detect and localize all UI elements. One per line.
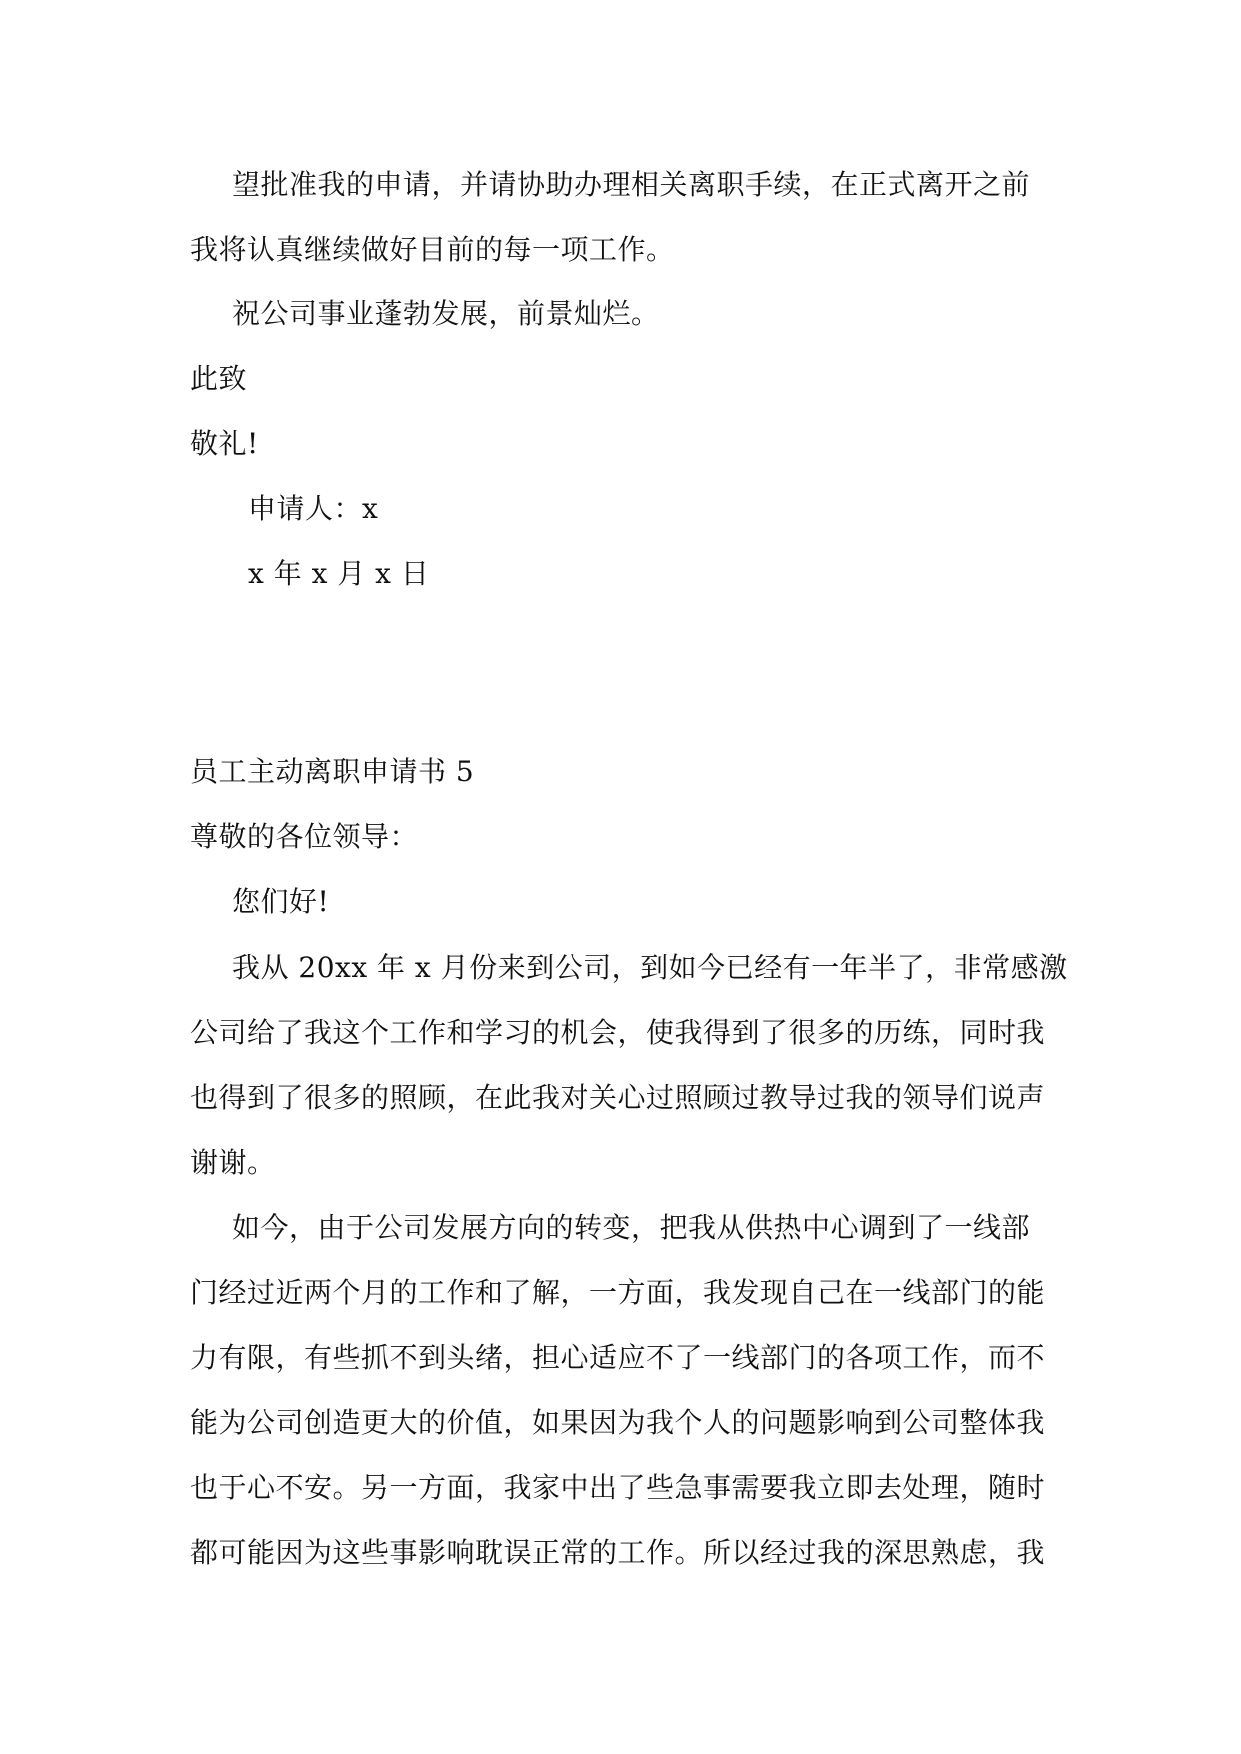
paragraph-line: 祝公司事业蓬勃发展，前景灿烂。 bbox=[232, 297, 660, 330]
section-title: 员工主动离职申请书 5 bbox=[190, 755, 475, 788]
paragraph-line: 门经过近两个月的工作和了解，一方面，我发现自己在一线部门的能 bbox=[190, 1276, 1046, 1309]
paragraph-line: 如今，由于公司发展方向的转变，把我从供热中心调到了一线部 bbox=[232, 1211, 1031, 1244]
paragraph-line: 都可能因为这些事影响耽误正常的工作。所以经过我的深思熟虑，我 bbox=[190, 1536, 1046, 1569]
greeting: 您们好! bbox=[232, 885, 330, 918]
paragraph-line: 我从 20xx 年 x 月份来到公司，到如今已经有一年半了，非常感激 bbox=[232, 951, 1068, 984]
signature-date: x 年 x 月 x 日 bbox=[248, 557, 430, 590]
closing-salutation: 此致 bbox=[190, 362, 248, 395]
paragraph-line: 能为公司创造更大的价值，如果因为我个人的问题影响到公司整体我 bbox=[190, 1406, 1046, 1439]
applicant-signature: 申请人：x bbox=[248, 492, 379, 525]
paragraph-line: 公司给了我这个工作和学习的机会，使我得到了很多的历练，同时我 bbox=[190, 1016, 1046, 1049]
paragraph-line: 力有限，有些抓不到头绪，担心适应不了一线部门的各项工作，而不 bbox=[190, 1341, 1046, 1374]
closing-regards: 敬礼! bbox=[190, 427, 259, 460]
paragraph-line: 也于心不安。另一方面，我家中出了些急事需要我立即去处理，随时 bbox=[190, 1471, 1046, 1504]
paragraph-line: 谢谢。 bbox=[190, 1146, 276, 1179]
paragraph-line: 也得到了很多的照顾，在此我对关心过照顾过教导过我的领导们说声 bbox=[190, 1081, 1046, 1114]
greeting-recipient: 尊敬的各位领导： bbox=[190, 820, 419, 853]
paragraph-line: 我将认真继续做好目前的每一项工作。 bbox=[190, 233, 675, 266]
paragraph-line: 望批准我的申请，并请协助办理相关离职手续，在正式离开之前 bbox=[232, 168, 1031, 201]
